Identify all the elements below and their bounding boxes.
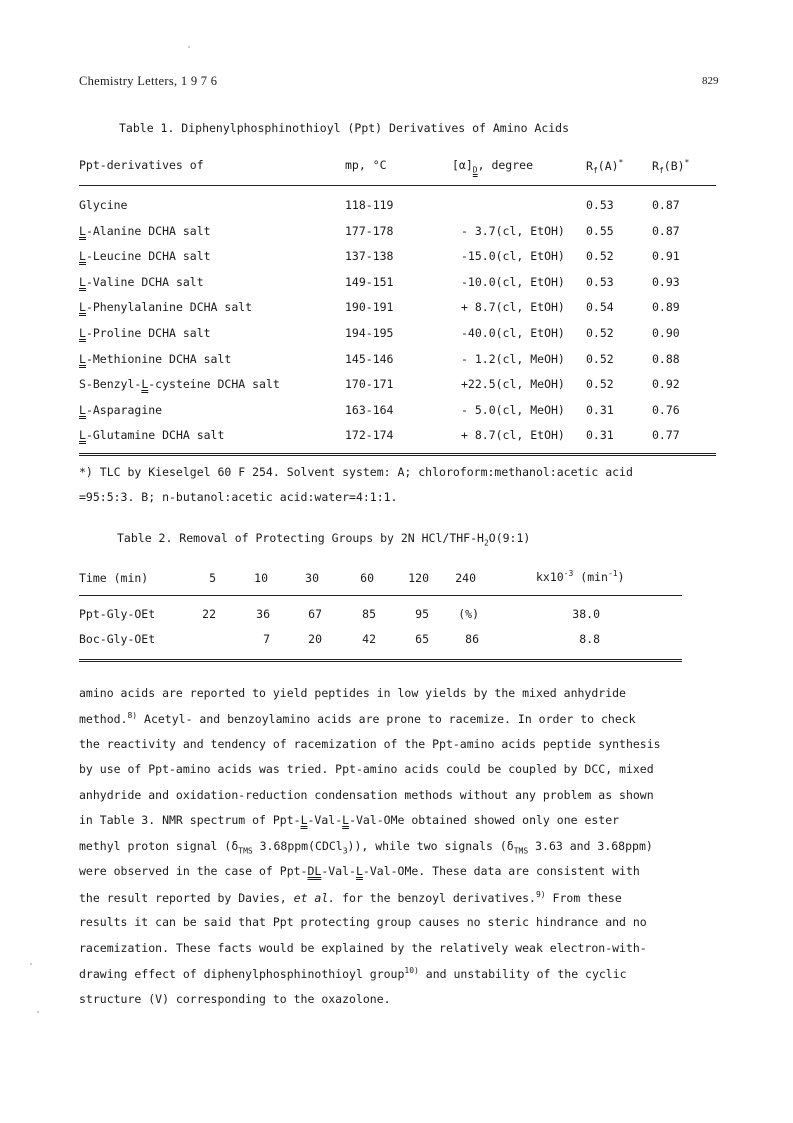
table1-row-rotation: + 8.7(cl, EtOH) bbox=[461, 428, 565, 442]
table2-row-name: Ppt-Gly-OEt bbox=[79, 607, 156, 621]
body-text: were observed in the case of Ppt- bbox=[79, 864, 308, 878]
reference-mark: 10) bbox=[404, 966, 419, 975]
stereo-prefix: L bbox=[79, 249, 86, 263]
rate-label: kx10 bbox=[536, 569, 564, 584]
compound-name-part: -Methionine DCHA salt bbox=[85, 352, 232, 366]
table2-header-time-value: 120 bbox=[408, 571, 429, 585]
compound-name-part: S-Benzyl- bbox=[79, 377, 142, 391]
compound-name-part: -Alanine DCHA salt bbox=[85, 224, 211, 238]
table1-row-mp: 145-146 bbox=[345, 352, 394, 366]
stereo-prefix: L bbox=[342, 813, 350, 827]
table1-row-mp: 163-164 bbox=[345, 403, 394, 417]
italic-text: et al. bbox=[293, 890, 336, 905]
footnote-mark: * bbox=[618, 158, 624, 167]
table2-caption-text: Table 2. Removal of Protecting Groups by 2N HCl/THF-H bbox=[117, 531, 484, 545]
body-text: From these bbox=[545, 890, 622, 905]
table2-row-name: Boc-Gly-OEt bbox=[79, 632, 156, 646]
compound-name-part: -Proline DCHA salt bbox=[85, 326, 211, 340]
body-text: -Val-OMe. These data are consistent with bbox=[362, 864, 640, 878]
table1-row-rf-b: 0.76 bbox=[652, 403, 680, 417]
table2-bottom-rule bbox=[79, 659, 682, 660]
table1-row-rf-b: 0.93 bbox=[652, 275, 680, 289]
table1-row-name bbox=[79, 275, 204, 289]
table2-header-time-value: 5 bbox=[209, 571, 216, 585]
table2-row-value: 7 bbox=[263, 632, 270, 646]
stereo-prefix: L bbox=[355, 864, 363, 878]
table1-row-mp: 170-171 bbox=[345, 377, 394, 391]
table2-header-time: Time (min) bbox=[79, 571, 149, 585]
table2-row-value: 36 bbox=[256, 607, 270, 621]
table2-header-time-value: 60 bbox=[360, 571, 374, 585]
table1-row-rf-a: 0.31 bbox=[586, 403, 614, 417]
body-text: method. bbox=[79, 711, 128, 726]
table1-row-rotation: + 8.7(cl, EtOH) bbox=[461, 300, 565, 314]
body-line-5: anhydride and oxidation-reduction condensation methods without any problem as shown bbox=[79, 788, 654, 802]
stereo-prefix: L bbox=[141, 377, 149, 391]
compound-name-part: Glycine bbox=[79, 198, 128, 212]
table1-row-rotation: -15.0(cl, EtOH) bbox=[461, 249, 565, 263]
body-text: 3.63 and 3.68ppm) bbox=[528, 839, 653, 853]
rf-symbol: R bbox=[586, 158, 593, 173]
body-line-11: racemization. These facts would be explained by the relatively weak electron-with- bbox=[79, 941, 647, 955]
table1-row-rotation: - 3.7(cl, EtOH) bbox=[461, 224, 565, 238]
scan-speck bbox=[188, 46, 190, 48]
rf-subscript: f bbox=[592, 166, 598, 176]
table2-header-rule bbox=[79, 595, 682, 596]
table1-row-rf-a: 0.52 bbox=[586, 326, 614, 340]
table1-row-mp: 137-138 bbox=[345, 249, 394, 263]
stereo-prefix: L bbox=[79, 300, 86, 314]
stereo-prefix: L bbox=[79, 326, 86, 340]
subscript: TMS bbox=[513, 846, 529, 856]
body-text: in Table 3. NMR spectrum of Ppt- bbox=[79, 813, 301, 827]
body-text: 3.68ppm(CDCl bbox=[252, 839, 343, 853]
body-text: -Val- bbox=[307, 813, 343, 827]
rate-unit-close: ) bbox=[617, 569, 625, 584]
reference-mark: 9) bbox=[535, 890, 546, 899]
table1-row-name bbox=[79, 428, 224, 442]
body-line-1: amino acids are reported to yield peptides in low yields by the mixed anhydride bbox=[79, 686, 626, 700]
subscript: 3 bbox=[342, 846, 348, 856]
table1-bottom-rule-2 bbox=[79, 455, 716, 456]
table2-bottom-rule-2 bbox=[79, 661, 682, 662]
body-text: Acetyl- and benzoylamino acids are prone to racemize. In order to check bbox=[137, 711, 636, 726]
table1-row-rf-a: 0.52 bbox=[586, 352, 614, 366]
table2-row-value: 20 bbox=[308, 632, 322, 646]
table1-row-name bbox=[79, 326, 211, 340]
body-text: methyl proton signal (δ bbox=[79, 839, 239, 853]
reference-mark: 8) bbox=[127, 711, 138, 720]
table1-row-rf-a: 0.52 bbox=[586, 249, 614, 263]
running-header-journal: Chemistry Letters, 1 9 7 6 bbox=[79, 74, 218, 88]
body-text: )), while two signals (δ bbox=[347, 839, 514, 853]
body-line-13: structure (V) corresponding to the oxazolone. bbox=[79, 992, 391, 1006]
table2-caption bbox=[117, 531, 530, 547]
table1-row-rotation: -10.0(cl, EtOH) bbox=[461, 275, 565, 289]
table1-row-rotation: - 5.0(cl, MeOH) bbox=[461, 403, 565, 417]
table2-header-time-value: 30 bbox=[305, 571, 319, 585]
body-line-9 bbox=[79, 890, 719, 905]
body-line-10: results it can be said that Ppt protecting group causes no steric hindrance and no bbox=[79, 915, 647, 929]
table1-header-name: Ppt-derivatives of bbox=[79, 158, 204, 172]
table1-header-rfa bbox=[586, 158, 623, 175]
table1-row-rf-a: 0.53 bbox=[586, 198, 614, 212]
table1-row-name bbox=[79, 403, 162, 417]
body-line-6 bbox=[79, 813, 719, 827]
table1-row-rf-b: 0.92 bbox=[652, 377, 680, 391]
table1-bottom-rule bbox=[79, 453, 716, 454]
table1-row-rf-b: 0.89 bbox=[652, 300, 680, 314]
table1-row-rf-b: 0.87 bbox=[652, 198, 680, 212]
table1-row-rf-b: 0.87 bbox=[652, 224, 680, 238]
table2-row-rate: 38.0 bbox=[572, 607, 600, 621]
table1-row-rf-b: 0.90 bbox=[652, 326, 680, 340]
table2-row-value: 65 bbox=[415, 632, 429, 646]
body-line-8 bbox=[79, 864, 719, 878]
body-line-2 bbox=[79, 711, 719, 726]
table2-row-rate: 8.8 bbox=[579, 632, 600, 646]
table1-header-mp: mp, °C bbox=[345, 158, 387, 172]
table1-row-rf-b: 0.88 bbox=[652, 352, 680, 366]
table1-header-rule bbox=[79, 185, 716, 186]
body-line-12 bbox=[79, 966, 719, 981]
stereo-prefix: L bbox=[79, 352, 86, 366]
table1-header-rfb bbox=[652, 158, 689, 175]
rotation-unit: , degree bbox=[477, 158, 533, 172]
table2-row-value: 95 bbox=[415, 607, 429, 621]
body-line-4: by use of Ppt-amino acids was tried. Ppt-amino acids could be coupled by DCC, mixed bbox=[79, 762, 654, 776]
table1-caption: Table 1. Diphenylphosphinothioyl (Ppt) Derivatives of Amino Acids bbox=[119, 121, 570, 135]
stereo-prefix: L bbox=[79, 403, 86, 417]
table1-row-mp: 172-174 bbox=[345, 428, 394, 442]
table1-row-name bbox=[79, 377, 280, 391]
scan-speck bbox=[37, 1011, 39, 1013]
body-text: -Val-OMe obtained showed only one ester bbox=[349, 813, 620, 827]
footnote-mark: * bbox=[684, 158, 690, 167]
table1-row-mp: 177-178 bbox=[345, 224, 394, 238]
table2-caption-tail: O(9:1) bbox=[488, 531, 531, 545]
scan-speck bbox=[30, 963, 32, 965]
stereo-prefix: L bbox=[79, 428, 86, 442]
table1-row-mp: 194-195 bbox=[345, 326, 394, 340]
table1-row-name bbox=[79, 198, 127, 212]
rf-subscript: f bbox=[658, 166, 664, 176]
subscript: TMS bbox=[238, 846, 253, 856]
table2-header-time-value: 10 bbox=[254, 571, 268, 585]
compound-name-part: -Glutamine DCHA salt bbox=[85, 428, 225, 442]
body-line-7 bbox=[79, 839, 719, 855]
table1-row-rf-a: 0.53 bbox=[586, 275, 614, 289]
rate-unit: (min bbox=[573, 569, 608, 584]
compound-name-part: -Phenylalanine DCHA salt bbox=[85, 300, 253, 314]
body-text: -Val- bbox=[321, 864, 356, 878]
table1-row-rf-a: 0.54 bbox=[586, 300, 614, 314]
table2-row-value: 85 bbox=[362, 607, 376, 621]
table1-row-rf-a: 0.52 bbox=[586, 377, 614, 391]
table1-row-mp: 190-191 bbox=[345, 300, 394, 314]
table1-footnote-line-1: *) TLC by Kieselgel 60 F 254. Solvent system: A; chloroform:methanol:acetic acid bbox=[79, 465, 633, 479]
table1-row-name bbox=[79, 300, 252, 314]
table2-caption-subscript: 2 bbox=[483, 538, 489, 548]
rotation-symbol: [α] bbox=[452, 158, 473, 172]
table1-row-name bbox=[79, 224, 211, 238]
table2-row-value: 22 bbox=[202, 607, 216, 621]
table1-row-rotation: -40.0(cl, EtOH) bbox=[461, 326, 565, 340]
table1-row-mp: 149-151 bbox=[345, 275, 394, 289]
compound-name-part: -Valine DCHA salt bbox=[85, 275, 204, 289]
table1-row-rf-a: 0.55 bbox=[586, 224, 614, 238]
table2-header-time-value: 240 bbox=[455, 571, 476, 585]
rf-system-label: (A) bbox=[597, 158, 619, 173]
table1-row-rotation: +22.5(cl, MeOH) bbox=[461, 377, 565, 391]
page-number: 829 bbox=[702, 75, 719, 87]
body-text: for the benzoyl derivatives. bbox=[335, 890, 536, 905]
compound-name-part: -cysteine DCHA salt bbox=[148, 377, 280, 391]
body-text: the result reported by Davies, bbox=[79, 890, 294, 905]
rf-system-label: (B) bbox=[663, 158, 685, 173]
table1-row-rf-b: 0.77 bbox=[652, 428, 680, 442]
stereo-prefix: DL bbox=[307, 864, 322, 878]
table1-footnote-line-2: =95:5:3. B; n-butanol:acetic acid:water=4:1:1. bbox=[79, 490, 398, 504]
stereo-prefix: L bbox=[79, 275, 86, 289]
rate-exponent: -3 bbox=[563, 569, 574, 578]
table1-row-rotation: - 1.2(cl, MeOH) bbox=[461, 352, 565, 366]
stereo-prefix: L bbox=[79, 224, 86, 238]
stereo-prefix: L bbox=[300, 813, 308, 827]
table1-row-rf-b: 0.91 bbox=[652, 249, 680, 263]
table1-row-mp: 118-119 bbox=[345, 198, 394, 212]
body-line-3: the reactivity and tendency of racemization of the Ppt-amino acids peptide synthesis bbox=[79, 737, 661, 751]
compound-name-part: -Leucine DCHA salt bbox=[85, 249, 211, 263]
table1-row-name bbox=[79, 249, 211, 263]
body-text: drawing effect of diphenylphosphinothioyl group bbox=[79, 966, 405, 981]
table2-row-value: 67 bbox=[308, 607, 322, 621]
table2-header-rate bbox=[536, 569, 625, 584]
table1-row-name bbox=[79, 352, 231, 366]
table1-row-rf-a: 0.31 bbox=[586, 428, 614, 442]
rf-symbol: R bbox=[652, 158, 659, 173]
compound-name-part: -Asparagine bbox=[85, 403, 163, 417]
table1-header-rotation bbox=[452, 158, 533, 174]
table2-row-value: 86 bbox=[465, 632, 479, 646]
table2-row-value: (%) bbox=[458, 607, 479, 621]
rotation-subscript: D bbox=[472, 165, 478, 175]
rate-unit-exponent: -1 bbox=[607, 569, 618, 578]
body-text: and unstability of the cyclic bbox=[418, 966, 627, 981]
table2-row-value: 42 bbox=[362, 632, 376, 646]
